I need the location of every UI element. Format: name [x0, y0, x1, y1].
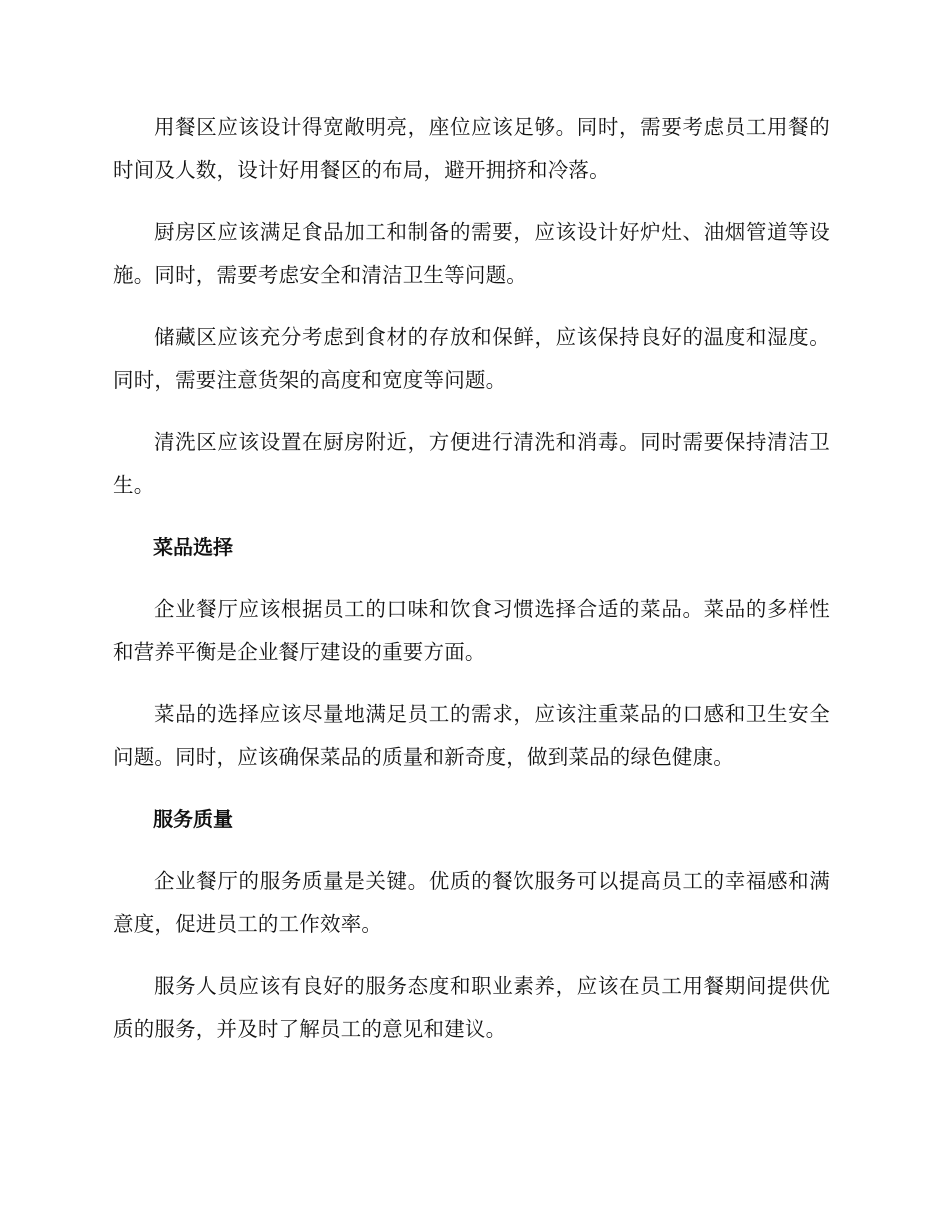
paragraph-service-staff: 服务人员应该有良好的服务态度和职业素养，应该在员工用餐期间提供优质的服务，并及时了解员工的意见和建议。 [113, 974, 830, 1041]
section-heading-service: 服务质量 [153, 807, 233, 831]
paragraph-washing-area: 清洗区应该设置在厨房附近，方便进行清洗和消毒。同时需要保持清洁卫生。 [113, 430, 830, 497]
paragraph-dining-area: 用餐区应该设计得宽敞明亮，座位应该足够。同时，需要考虑员工用餐的时间及人数，设计好用餐区的布局，避开拥挤和冷落。 [113, 115, 830, 182]
paragraph-service-quality: 企业餐厅的服务质量是关键。优质的餐饮服务可以提高员工的幸福感和满意度，促进员工的工作效率。 [113, 869, 830, 936]
paragraph-menu-requirements: 菜品的选择应该尽量地满足员工的需求，应该注重菜品的口感和卫生安全问题。同时，应该确保菜品的质量和新奇度，做到菜品的绿色健康。 [113, 702, 830, 769]
section-heading-menu: 菜品选择 [153, 535, 233, 559]
paragraph-menu-selection: 企业餐厅应该根据员工的口味和饮食习惯选择合适的菜品。菜品的多样性和营养平衡是企业餐厅建设的重要方面。 [113, 597, 830, 664]
paragraph-kitchen-area: 厨房区应该满足食品加工和制备的需要，应该设计好炉灶、油烟管道等设施。同时，需要考虑安全和清洁卫生等问题。 [113, 220, 830, 287]
paragraph-storage-area: 储藏区应该充分考虑到食材的存放和保鲜，应该保持良好的温度和湿度。同时，需要注意货架的高度和宽度等问题。 [113, 325, 830, 392]
